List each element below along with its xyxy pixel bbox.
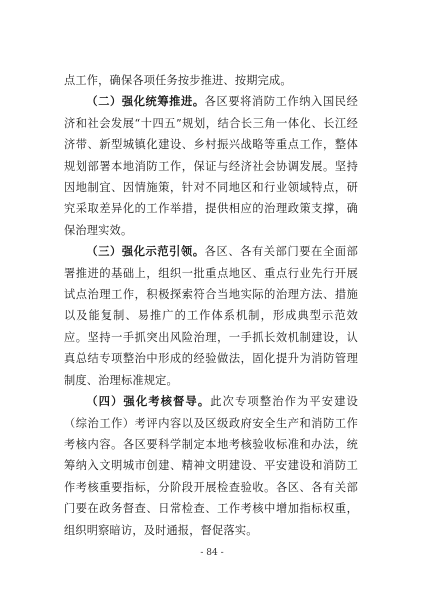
section-body-3: 各区、各有关部门要在全面部署推进的基础上，组织一批重点地区、重点行业先行开展试点治理工作，积极探索符合当地实际的治理方法、措施以及能复制、易推广的工作体系机制，形成典型示范效应。坚持一手抓突出风险治理，一手抓长效机制建设，认真总结专项整治中形成的经验做法，固化提升为消防管理制度、治理标准规定。 [64, 245, 358, 387]
document-body [64, 70, 358, 541]
section-paragraph-4 [64, 391, 358, 541]
section-body-2: 各区要将消防工作纳入国民经济和社会发展“十四五”规划，结合长三角一体化、长江经济带、新型城镇化建设、乡村振兴战略等重点工作，整体规划部署本地消防工作，保证与经济社会协调发展。坚持因地制宜、因情施策，针对不同地区和行业领域特点，研究采取差异化的工作举措，提供相应的治理政策支撑，确保治理实效。 [64, 95, 358, 237]
intro-paragraph: 点工作，确保各项任务按步推进、按期完成。 [64, 74, 292, 87]
section-heading-3: （三）强化示范引领。 [86, 245, 205, 259]
section-paragraph-2 [64, 91, 358, 241]
section-heading-4: （四）强化考核督导。 [86, 395, 211, 409]
section-heading-2: （二）强化统筹推进。 [86, 95, 205, 109]
section-paragraph-3 [64, 241, 358, 391]
section-body-4: 此次专项整治作为平安建设（综治工作）考评内容以及区级政府安全生产和消防工作考核内容。各区要科学制定本地考核验收标准和办法，统筹纳入文明城市创建、精神文明建设、平安建设和消防工作考核重要指标，分阶段开展检查验收。各区、各有关部门要在政务督查、日常检查、工作考核中增加指标权重，组织明察暗访，及时通报，督促落实。 [64, 395, 358, 537]
page-number: - 84 - [200, 548, 224, 558]
